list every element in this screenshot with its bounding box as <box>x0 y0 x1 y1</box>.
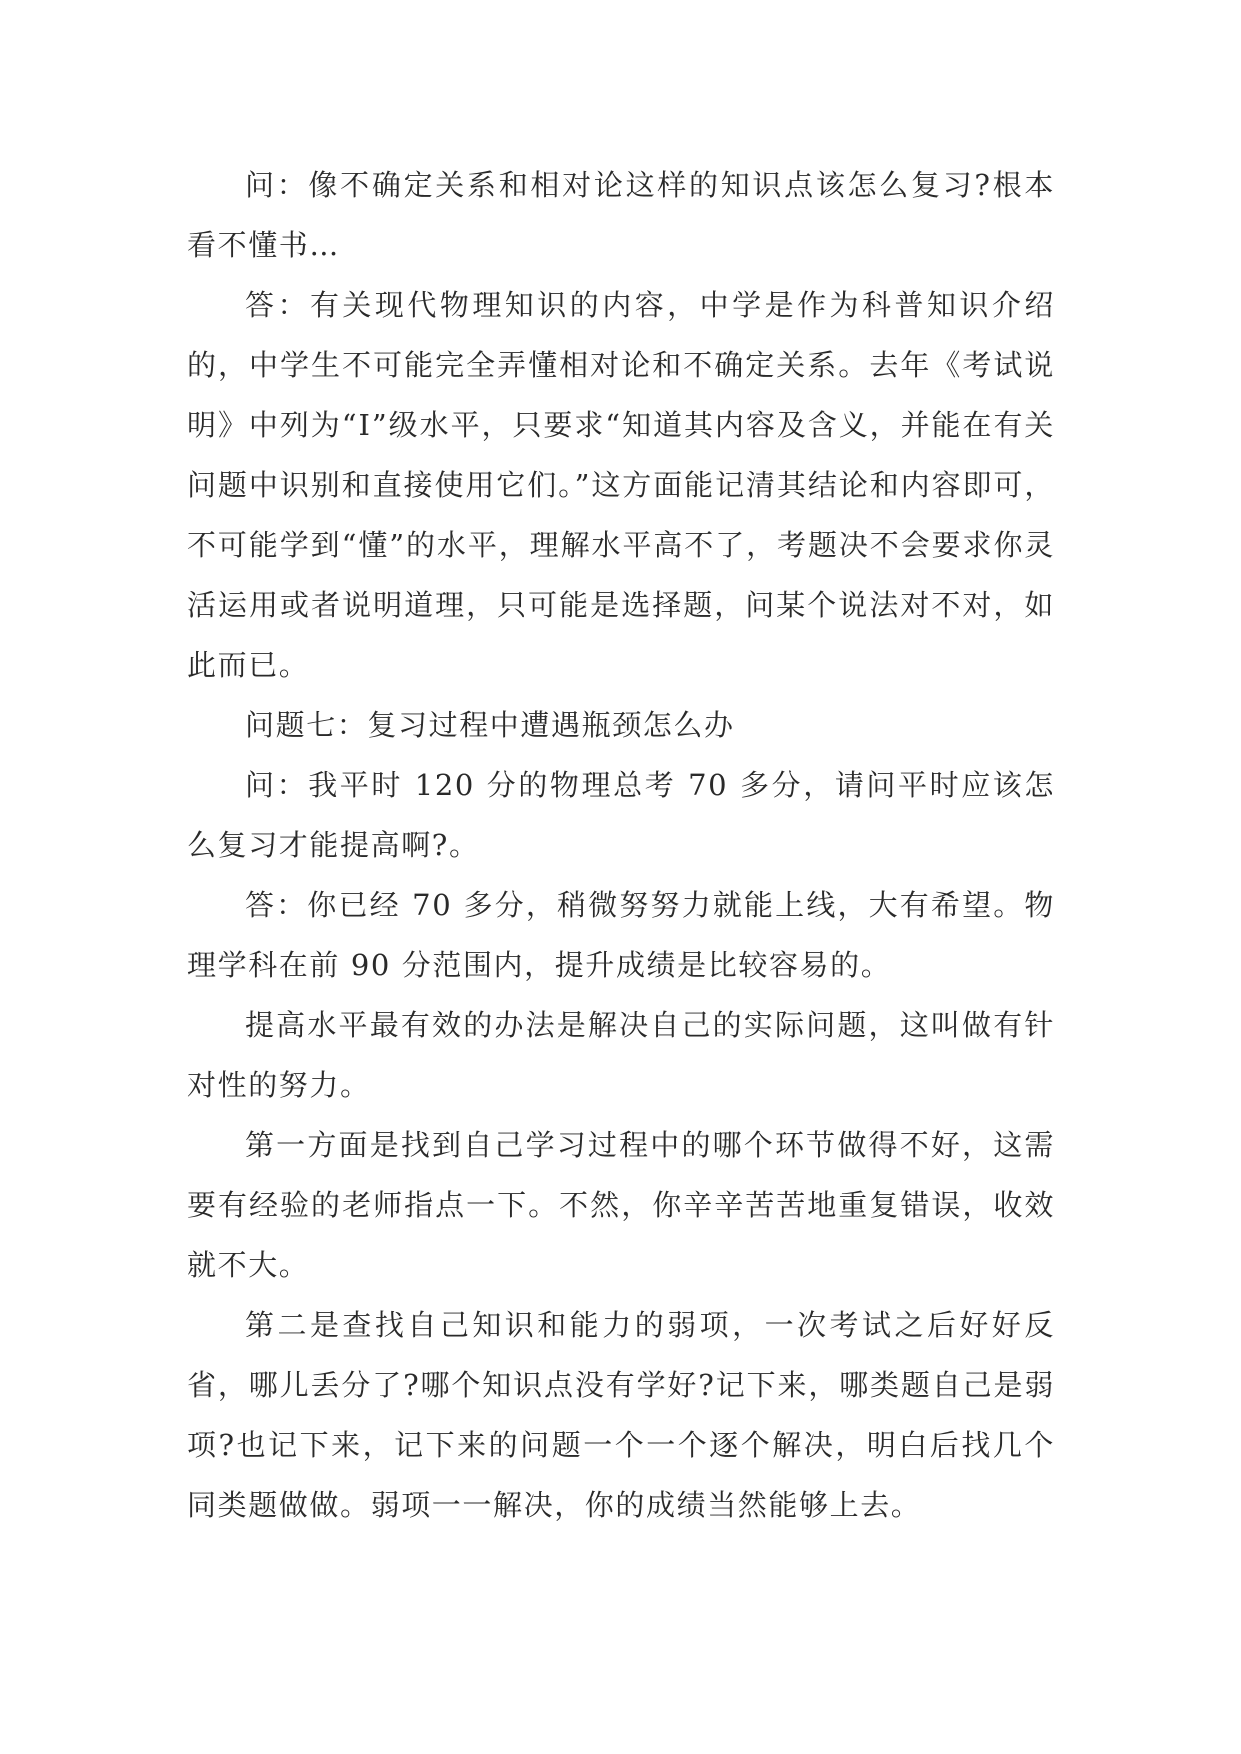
document-body <box>187 155 1055 1535</box>
paragraph-first-aspect: 第一方面是找到自己学习过程中的哪个环节做得不好，这需要有经验的老师指点一下。不然，你辛辛苦苦地重复错误，收效就不大。 <box>187 1128 1055 1282</box>
paragraph-answer-modern-physics: 答：有关现代物理知识的内容，中学是作为科普知识介绍的，中学生不可能完全弄懂相对论和不确定关系。去年《考试说明》中列为“Ⅰ”级水平，只要求“知道其内容及含义，并能在有关问题中识别和直接使用它们。”这方面能记清其结论和内容即可，不可能学到“懂”的水平，理解水平高不了，考题决不会要求你灵活运用或者说明道理，只可能是选择题，问某个说法对不对，如此而已。 <box>187 288 1055 682</box>
paragraph-answer-score: 答：你已经 70 多分，稍微努努力就能上线，大有希望。物理学科在前 90 分范围内，提升成绩是比较容易的。 <box>187 888 1055 982</box>
section-heading-problem-seven: 问题七：复习过程中遭遇瓶颈怎么办 <box>245 708 735 742</box>
paragraph-targeted-effort: 提高水平最有效的办法是解决自己的实际问题，这叫做有针对性的努力。 <box>187 1008 1055 1102</box>
paragraph-question-uncertainty: 问：像不确定关系和相对论这样的知识点该怎么复习?根本看不懂书… <box>187 168 1055 262</box>
paragraph-second-aspect: 第二是查找自己知识和能力的弱项，一次考试之后好好反省，哪儿丢分了?哪个知识点没有学好?记下来，哪类题自己是弱项?也记下来，记下来的问题一个一个逐个解决，明白后找几个同类题做做。弱项一一解决，你的成绩当然能够上去。 <box>187 1308 1055 1522</box>
paragraph-question-score: 问：我平时 120 分的物理总考 70 多分，请问平时应该怎么复习才能提高啊?。 <box>187 768 1055 862</box>
